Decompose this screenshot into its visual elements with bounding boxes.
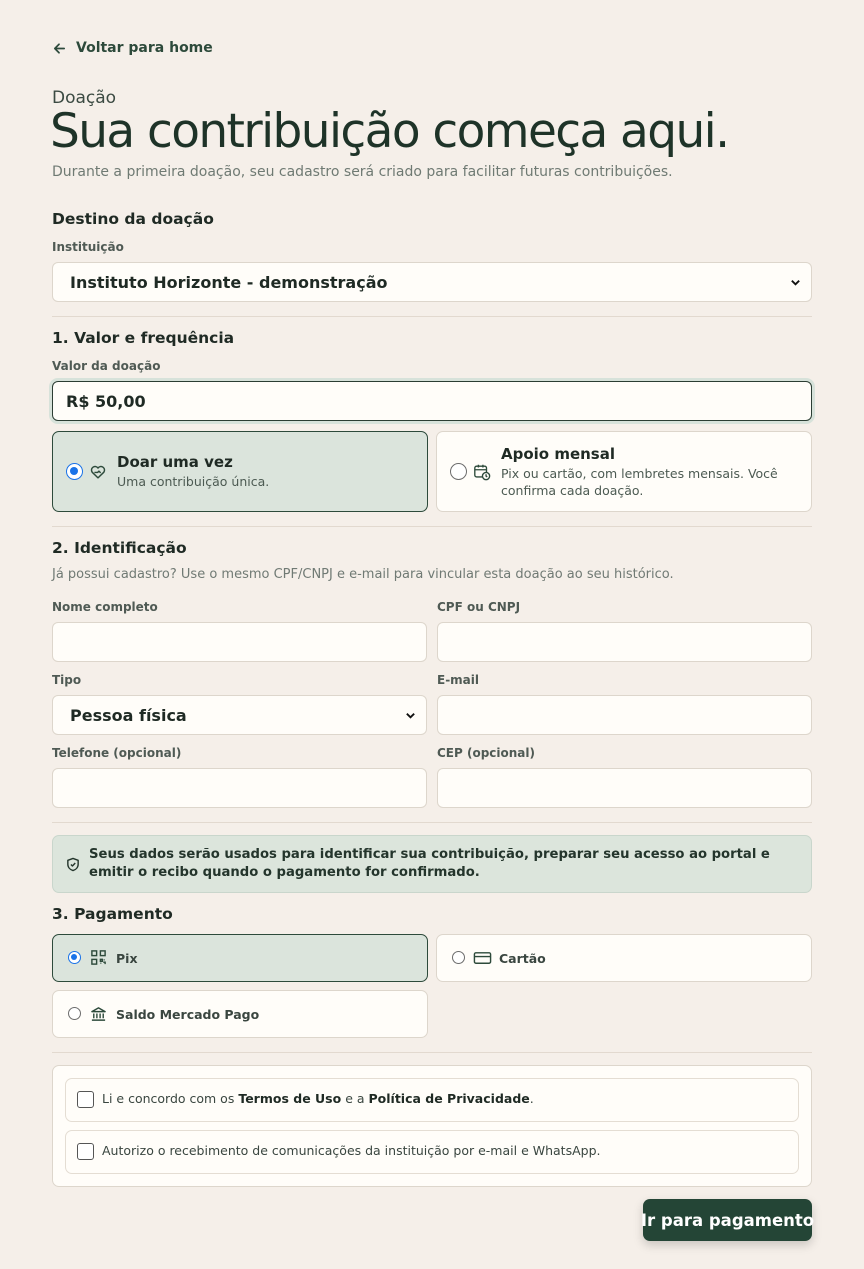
type-label: Tipo — [52, 673, 82, 687]
payment-option-mercado-pago[interactable] — [52, 990, 428, 1038]
privacy-notice — [52, 835, 812, 893]
divider — [52, 1052, 812, 1053]
communications-consent-text: Autorizo o recebimento de comunicações da instituição por e-mail e WhatsApp. — [102, 1143, 601, 1158]
page-eyebrow: Doação — [52, 88, 117, 108]
frequency-once-title: Doar uma vez — [117, 453, 233, 471]
terms-link[interactable]: Termos de Uso — [238, 1091, 342, 1106]
institution-select-value: Instituto Horizonte - demonstração — [70, 272, 388, 292]
back-link[interactable] — [52, 37, 213, 59]
payment-mercado-pago-radio[interactable] — [68, 1007, 81, 1020]
institution-select[interactable] — [52, 262, 812, 302]
payment-heading: 3. Pagamento — [52, 905, 173, 923]
privacy-notice-text: Seus dados serão usados para identificar sua contribuição, preparar seu acesso ao portal e emitir o recibo quando o pagamento for confirmado. — [89, 847, 770, 880]
cep-label: CEP (opcional) — [437, 746, 536, 760]
frequency-once-desc: Uma contribuição única. — [117, 474, 270, 489]
chevron-down-icon — [405, 710, 416, 721]
identification-hint: Já possui cadastro? Use o mesmo CPF/CNPJ e e-mail para vincular esta doação ao seu histórico. — [52, 567, 674, 582]
institution-label: Instituição — [52, 240, 124, 254]
email-input[interactable] — [437, 695, 812, 735]
cep-input[interactable] — [437, 768, 812, 808]
amount-input[interactable] — [52, 381, 812, 421]
consent-box — [52, 1065, 812, 1187]
qr-code-icon — [90, 949, 107, 966]
divider — [52, 316, 812, 317]
frequency-monthly-desc: Pix ou cartão, com lembretes mensais. Você confirma cada doação. — [501, 466, 778, 498]
page-title: Sua contribuição começa aqui. — [50, 104, 729, 159]
frequency-monthly-title: Apoio mensal — [501, 445, 615, 463]
payment-mercado-pago-label: Saldo Mercado Pago — [116, 1007, 260, 1022]
destination-heading: Destino da doação — [52, 210, 214, 228]
page-subtitle: Durante a primeira doação, seu cadastro será criado para facilitar futuras contribuições. — [52, 164, 673, 180]
phone-input[interactable] — [52, 768, 427, 808]
shield-icon — [66, 857, 80, 872]
bank-icon — [90, 1005, 107, 1023]
doc-label: CPF ou CNPJ — [437, 600, 521, 614]
communications-consent[interactable] — [65, 1130, 799, 1174]
type-select[interactable] — [52, 695, 427, 735]
terms-checkbox[interactable] — [77, 1091, 94, 1108]
amount-input-value: R$ 50,00 — [66, 391, 146, 411]
calendar-clock-icon — [473, 463, 491, 481]
payment-card-radio[interactable] — [452, 951, 465, 964]
divider — [52, 822, 812, 823]
payment-pix-label: Pix — [116, 951, 138, 966]
heart-hand-icon — [89, 463, 107, 481]
payment-card-label: Cartão — [499, 951, 546, 966]
terms-consent-text — [102, 1091, 534, 1106]
terms-prefix: Li e concordo com os — [102, 1091, 235, 1106]
amount-label: Valor da doação — [52, 359, 161, 373]
frequency-once-radio[interactable] — [66, 463, 83, 480]
chevron-down-icon — [790, 277, 801, 288]
name-input[interactable] — [52, 622, 427, 662]
name-label: Nome completo — [52, 600, 158, 614]
back-link-label: Voltar para home — [76, 40, 213, 56]
frequency-monthly-radio[interactable] — [450, 463, 467, 480]
type-select-value: Pessoa física — [70, 705, 187, 725]
divider — [52, 526, 812, 527]
communications-checkbox[interactable] — [77, 1143, 94, 1160]
terms-suffix: . — [529, 1091, 534, 1106]
go-to-payment-button[interactable]: Ir para pagamento — [643, 1199, 812, 1241]
privacy-link[interactable]: Política de Privacidade — [368, 1091, 530, 1106]
doc-input[interactable] — [437, 622, 812, 662]
email-label: E-mail — [437, 673, 480, 687]
frequency-option-monthly[interactable] — [436, 431, 812, 512]
payment-option-pix[interactable] — [52, 934, 428, 982]
credit-card-icon — [473, 950, 492, 966]
arrow-left-icon — [52, 41, 67, 56]
payment-pix-radio[interactable] — [68, 951, 81, 964]
value-heading: 1. Valor e frequência — [52, 329, 235, 347]
identification-heading: 2. Identificação — [52, 539, 187, 557]
terms-middle: e a — [345, 1091, 365, 1106]
phone-label: Telefone (opcional) — [52, 746, 182, 760]
payment-option-card[interactable] — [436, 934, 812, 982]
terms-consent[interactable] — [65, 1078, 799, 1122]
frequency-option-once[interactable] — [52, 431, 428, 512]
